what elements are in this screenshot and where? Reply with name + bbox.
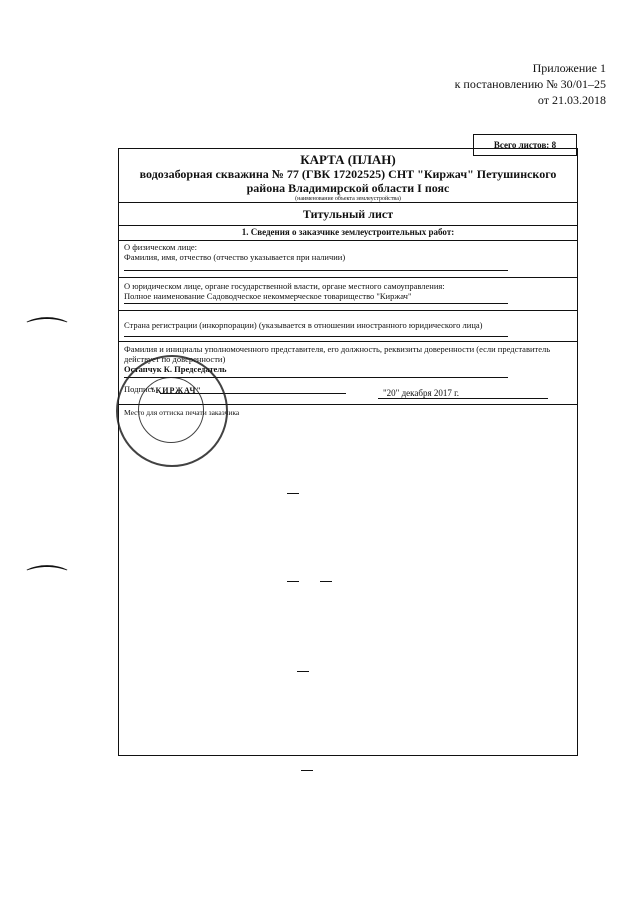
appendix-line-2: к постановлению № 30/01–25 xyxy=(454,77,606,91)
country-underline xyxy=(124,336,508,337)
individual-underline xyxy=(124,270,508,271)
seal-note: Место для оттиска печати заказчика xyxy=(124,408,240,417)
country-section xyxy=(124,320,570,330)
title-sheet-subheading: 1. Сведения о заказчике землеустроительных работ: xyxy=(241,227,455,237)
margin-mark: ⌒ xyxy=(26,565,68,598)
title-sheet-heading-block xyxy=(118,207,578,222)
legal-entity-underline xyxy=(124,303,508,304)
title-sheet-subheading-block xyxy=(118,227,578,237)
divider xyxy=(118,240,578,241)
appendix-line-3: от 21.03.2018 xyxy=(537,93,606,107)
signature-label: Подпись xyxy=(124,384,156,394)
individual-label: О физическом лице: xyxy=(124,242,198,252)
signature-date: "20" декабря 2017 г. xyxy=(383,388,460,398)
dash-mark xyxy=(297,671,309,672)
divider xyxy=(118,310,578,311)
dash-mark xyxy=(320,581,332,582)
individual-field: Фамилия, имя, отчество (отчество указывается при наличии) xyxy=(124,252,346,262)
dash-mark xyxy=(301,770,313,771)
seal-stamp-text: "КИРЖАЧ" xyxy=(150,386,202,395)
legal-entity-field: Полное наименование Садоводческое некоммерческое товарищество "Киржач" xyxy=(124,291,412,301)
representative-field: Фамилия и инициалы уполномоченного представителя, его должность, реквизиты доверенности (если представитель действует по доверенности) xyxy=(124,344,551,364)
representative-position: Остапчук К. Председатель xyxy=(124,364,227,374)
object-caption: (наименование объекта землеустройства) xyxy=(295,196,401,202)
seal-stamp xyxy=(116,355,228,467)
sheets-count-label: Всего листов: xyxy=(493,140,550,150)
divider xyxy=(118,341,578,342)
appendix-header xyxy=(455,60,606,108)
object-name: водозаборная скважина № 77 (ГВК 17202525) СНТ "Киржач" Петушинского района Владимирской области I пояс xyxy=(139,167,557,195)
margin-mark: ⌒ xyxy=(26,317,68,350)
dash-mark xyxy=(287,581,299,582)
appendix-line-1: Приложение 1 xyxy=(532,61,606,75)
legal-entity-label: О юридическом лице, органе государственной власти, органе местного самоуправления: xyxy=(124,281,445,291)
sheets-count-value: 8 xyxy=(551,140,557,150)
dash-mark xyxy=(287,493,299,494)
document-title: КАРТА (ПЛАН) xyxy=(300,152,396,167)
legal-entity-section xyxy=(124,281,570,301)
individual-section xyxy=(124,242,570,262)
country-field: Страна регистрации (инкорпорации) (указывается в отношении иностранного юридического лица) xyxy=(124,320,483,330)
document-header xyxy=(118,150,578,203)
divider xyxy=(118,202,578,203)
title-sheet-heading: Титульный лист xyxy=(302,207,394,221)
divider xyxy=(118,277,578,278)
divider xyxy=(118,225,578,226)
date-underline xyxy=(378,398,548,399)
